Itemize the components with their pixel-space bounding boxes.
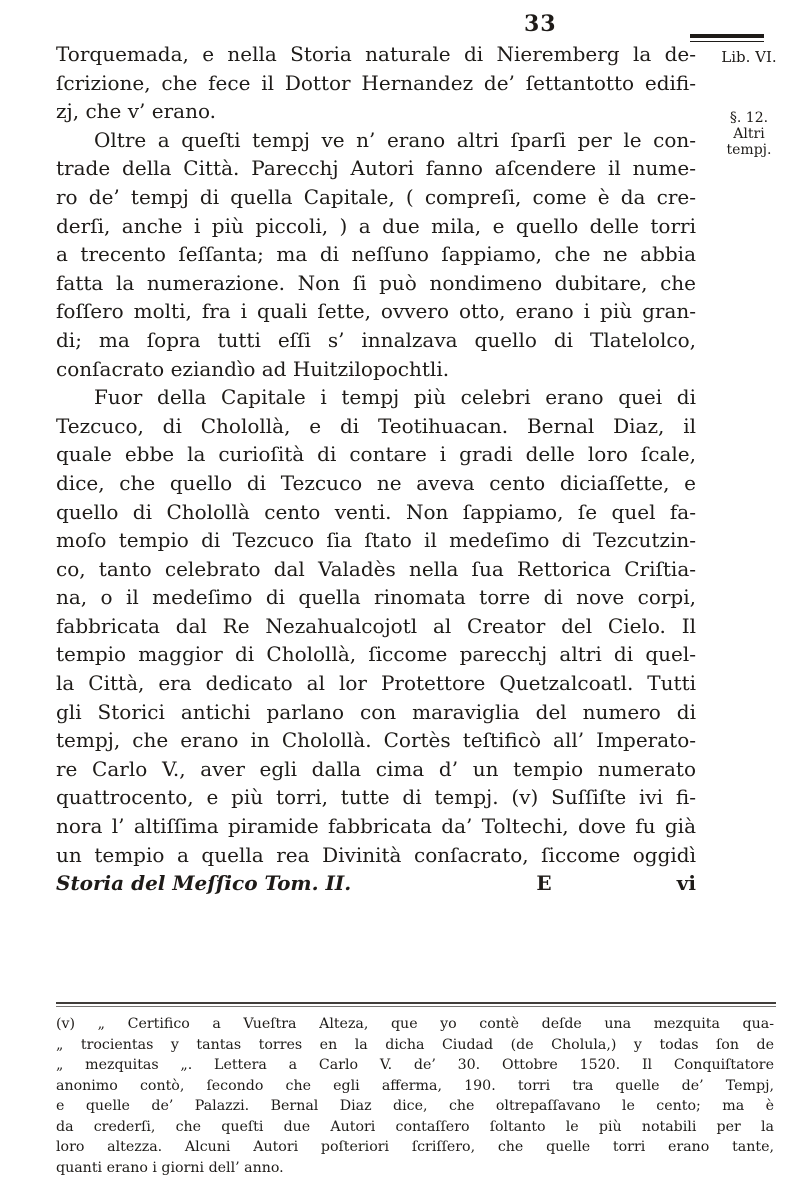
body-line: dice, che quello di Tezcuco ne aveva cento diciaſſette, e [56,469,696,498]
body-line: Torquemada, e nella Storia naturale di Nieremberg la de- [56,40,696,69]
footnote-line: „ mezquitas „. Lettera a Carlo V. de’ 30. Ottobre 1520. Il Conquiſtatore [56,1055,774,1076]
body-line: conſacrato eziandìo ad Huitzilopochtli. [56,355,696,384]
body-line: a trecento ſeſſanta; ma di neſſuno ſappiamo, che ne abbia [56,240,696,269]
body-line: tempio maggior di Cholollà, ſiccome parecchj altri di quel- [56,640,696,669]
header-rule-thin [690,41,764,42]
body-line: nora l’ altiſſima piramide fabbricata da’ Toltechi, dove fu già [56,812,696,841]
body-line: re Carlo V., aver egli dalla cima d’ un tempio numerato [56,755,696,784]
body-line: trade della Città. Parecchj Autori fanno aſcendere il nume- [56,154,696,183]
body-line: quello di Cholollà cento venti. Non ſappiamo, ſe quel fa- [56,498,696,527]
margin-section-title-2: tempj. [714,142,784,158]
footnote-line: (v) „ Certifico a Vueſtra Alteza, que yo contè deſde una mezquita qua- [56,1014,774,1035]
body-line: ſcrizione, che fece il Dottor Hernandez de’ ſettantotto edifi- [56,69,696,98]
footnote-line: loro altezza. Alcuni Autori poſteriori ſcriſſero, che quelle torri erano tante, [56,1137,774,1158]
footnote [56,1014,774,1178]
catchline [56,869,696,898]
header-rule [690,34,764,38]
body-line: zj, che v’ erano. [56,97,696,126]
footnote-rule-thin [56,1006,776,1007]
footnote-line: e quelle de’ Palazzi. Bernal Diaz dice, che oltrepaſſavano le cento; ma è [56,1096,774,1117]
body-line: quale ebbe la curioſità di contare i gradi delle loro ſcale, [56,440,696,469]
footnote-rule [56,1002,776,1004]
body-line: fatta la numerazione. Non ſi può nondimeno dubitare, che [56,269,696,298]
body-line: foſſero molti, fra i quali ſette, ovvero otto, erano i più gran- [56,297,696,326]
body-line: co, tanto celebrato dal Valadès nella ſua Rettorica Criſtia- [56,555,696,584]
footnote-line: „ trocientas y tantas torres en la dicha Ciudad (de Cholula,) y todas ſon de [56,1035,774,1056]
catchword: vi [677,869,696,898]
body-line: na, o il medeſimo di quella rinomata torre di nove corpi, [56,583,696,612]
page-number: 33 [524,11,557,37]
footnote-line: da crederſi, che queſti due Autori contaſſero ſoltanto le più notabili per la [56,1117,774,1138]
body-line: Tezcuco, di Cholollà, e di Teotihuacan. Bernal Diaz, il [56,412,696,441]
margin-section-note [714,110,784,158]
body-line: Oltre a queſti tempj ve n’ erano altri ſparſi per le con- [56,126,696,155]
footnote-line: anonimo contò, ſecondo che egli afferma, 190. torri tra quelle de’ Tempj, [56,1076,774,1097]
body-line: un tempio a quella rea Divinità conſacrato, ſiccome oggidì [56,841,696,870]
body-line: di; ma ſopra tutti eſſi s’ innalzava quello di Tlatelolco, [56,326,696,355]
body-line: Fuor della Capitale i tempj più celebri erano quei di [56,383,696,412]
body-line: fabbricata dal Re Nezahualcojotl al Creator del Cielo. Il [56,612,696,641]
margin-book-label: Lib. VI. [714,49,784,65]
footnote-line: quanti erano i giorni dell’ anno. [56,1158,774,1178]
margin-section-title-1: Altri [714,126,784,142]
margin-section-number: §. 12. [714,110,784,126]
signature-mark: E [536,869,551,898]
body-line: ro de’ tempj di quella Capitale, ( compreſi, come è da cre- [56,183,696,212]
body-text [56,40,696,898]
body-line: derſi, anche i più piccoli, ) a due mila, e quello delle torri [56,212,696,241]
body-line: tempj, che erano in Cholollà. Cortès teſtificò all’ Imperato- [56,726,696,755]
body-line: la Città, era dedicato al lor Protettore Quetzalcoatl. Tutti [56,669,696,698]
body-line: moſo tempio di Tezcuco ſia ſtato il medeſimo di Tezcutzin- [56,526,696,555]
body-line: gli Storici antichi parlano con maraviglia del numero di [56,698,696,727]
running-title: Storia del Meſſico Tom. II. [56,869,351,898]
body-line: quattrocento, e più torri, tutte di tempj. (v) Suſſiſte ivi fi- [56,783,696,812]
